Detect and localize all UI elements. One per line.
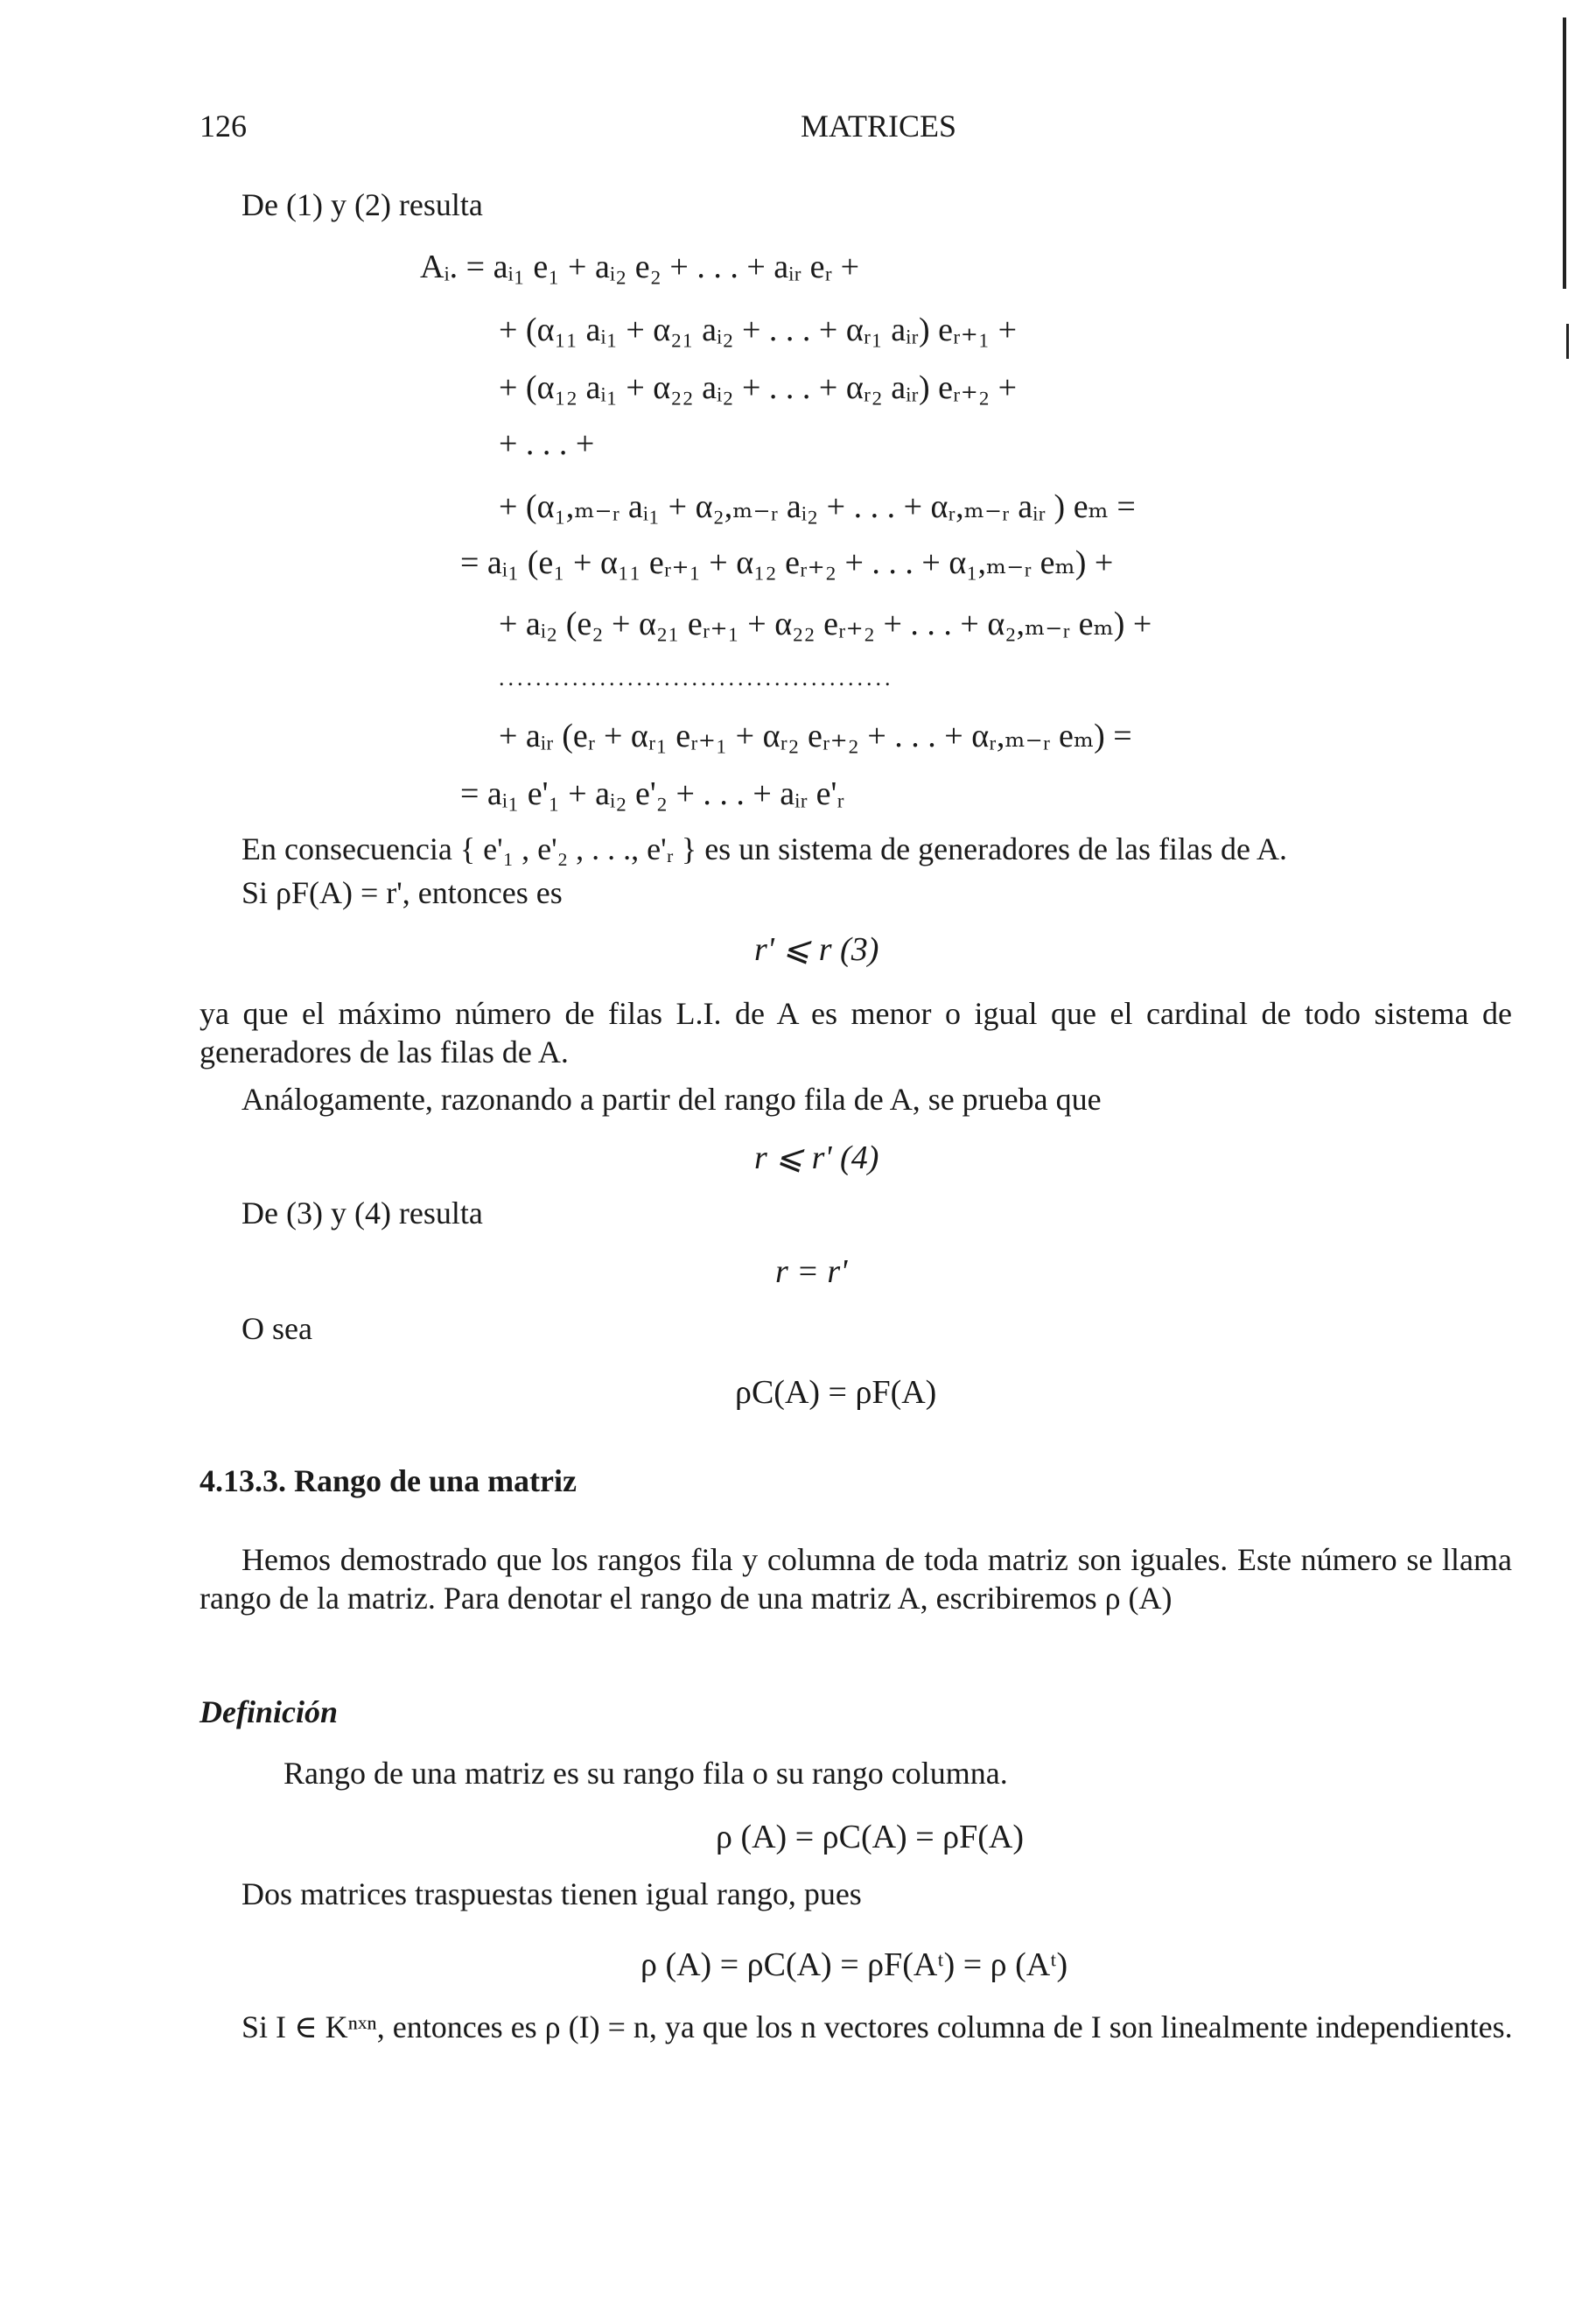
section-heading xyxy=(200,1462,577,1500)
definition-text: Rango de una matriz es su rango fila o su rango columna. xyxy=(284,1756,1008,1791)
page-number: 126 xyxy=(200,109,247,144)
o-sea-text: O sea xyxy=(242,1311,312,1346)
derivation-line-4: + . . . + xyxy=(499,425,595,462)
scan-edge-line xyxy=(1563,18,1566,289)
equation-definition: ρ (A) = ρC(A) = ρF(A) xyxy=(716,1819,1024,1855)
section-title: Rango de una matriz xyxy=(294,1463,577,1498)
section-number: 4.13.3. xyxy=(200,1463,286,1498)
identity-paragraph: Si I ∈ Kⁿˣⁿ, entonces es ρ (I) = n, ya que los n vectores columna de I son linealmente independientes. xyxy=(242,2009,1513,2044)
consequence-line: En consecuencia { e'₁ , e'₂ , . . ., e'ᵣ } es un sistema de generadores de las filas de A. xyxy=(242,831,1287,866)
from-3-4-text: De (3) y (4) resulta xyxy=(242,1196,483,1231)
equation-3: r' ⩽ r (3) xyxy=(754,931,879,968)
definition-heading: Definición xyxy=(200,1694,338,1729)
running-title: MATRICES xyxy=(801,109,957,144)
derivation-line-5: + (α₁,ₘ₋ᵣ aᵢ₁ + α₂,ₘ₋ᵣ aᵢ₂ + . . . + αᵣ,ₘ₋ᵣ aᵢᵣ ) eₘ = xyxy=(499,488,1136,525)
equation-rho-c-f: ρC(A) = ρF(A) xyxy=(735,1374,937,1411)
derivation-line-6: = aᵢ₁ (e₁ + α₁₁ eᵣ₊₁ + α₁₂ eᵣ₊₂ + . . . + α₁,ₘ₋ᵣ eₘ) + xyxy=(460,544,1114,581)
equation-transpose: ρ (A) = ρC(A) = ρF(Aᵗ) = ρ (Aᵗ) xyxy=(640,1946,1068,1983)
scan-edge-mark xyxy=(1566,324,1569,359)
transpose-line: Dos matrices traspuestas tienen igual rango, pues xyxy=(242,1876,862,1911)
derivation-line-9: + aᵢᵣ (eᵣ + αᵣ₁ eᵣ₊₁ + αᵣ₂ eᵣ₊₂ + . . . + αᵣ,ₘ₋ᵣ eₘ) = xyxy=(499,718,1132,754)
derivation-line-3: + (α₁₂ aᵢ₁ + α₂₂ aᵢ₂ + . . . + αᵣ₂ aᵢᵣ) eᵣ₊₂ + xyxy=(499,369,1018,406)
derivation-line-10: = aᵢ₁ e'₁ + aᵢ₂ e'₂ + . . . + aᵢᵣ e'ᵣ xyxy=(460,775,845,812)
paragraph-max-rows: ya que el máximo número de filas L.I. de A es menor o igual que el cardinal de todo sistema de generadores de las filas de A. xyxy=(200,996,1512,1069)
equation-4: r ⩽ r' (4) xyxy=(754,1139,879,1176)
derivation-line-7: + aᵢ₂ (e₂ + α₂₁ eᵣ₊₁ + α₂₂ eᵣ₊₂ + . . . + α₂,ₘ₋ᵣ eₘ) + xyxy=(499,606,1152,642)
analog-line: Análogamente, razonando a partir del rango fila de A, se prueba que xyxy=(242,1082,1102,1117)
intro-text: De (1) y (2) resulta xyxy=(242,187,483,222)
derivation-line-2: + (α₁₁ aᵢ₁ + α₂₁ aᵢ₂ + . . . + αᵣ₁ aᵢᵣ) eᵣ₊₁ + xyxy=(499,312,1018,348)
equation-r-equals: r = r' xyxy=(775,1253,848,1290)
derivation-line-1: Aᵢ. = aᵢ₁ e₁ + aᵢ₂ e₂ + . . . + aᵢᵣ eᵣ + xyxy=(420,249,860,285)
if-line: Si ρF(A) = r', entonces es xyxy=(242,875,563,910)
paragraph-shown: Hemos demostrado que los rangos fila y columna de toda matriz son iguales. Este número se llama rango de la matriz. Para denotar el rango de una matriz A, escribiremos ρ (A) xyxy=(200,1542,1512,1616)
derivation-dots-row: ........................................... xyxy=(499,665,894,691)
